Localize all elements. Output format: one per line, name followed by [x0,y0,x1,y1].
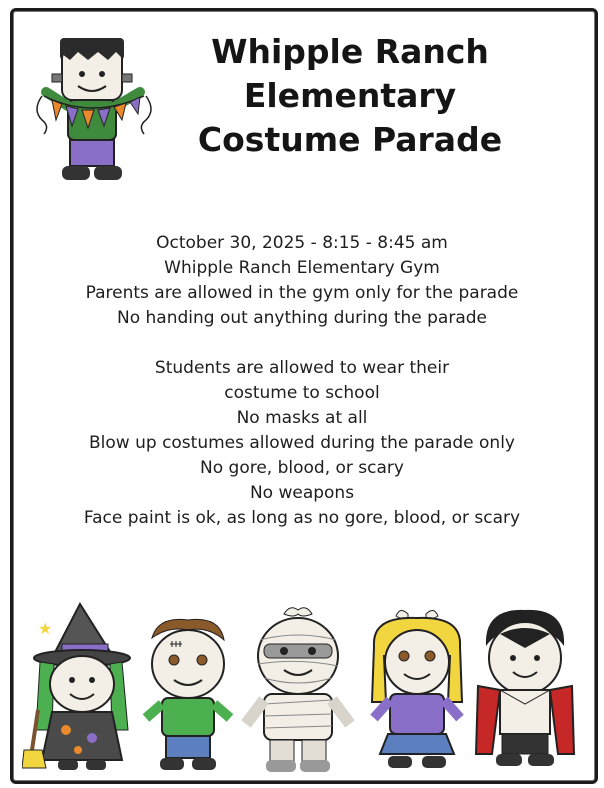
zombie-boy-icon [138,614,238,772]
rule-line: No weapons [249,483,355,503]
rule-line: No gore, blood, or scary [200,458,404,478]
event-date: October 30, 2025 - 8:15 - 8:45 am [156,233,448,253]
event-parents-note: Parents are allowed in the gym only for the parade [85,283,519,303]
rule-line: Face paint is ok, as long as no gore, blood, or scary [83,508,521,528]
title-line-2: Elementary [243,76,457,115]
frankenstein-icon [32,30,160,188]
rule-line: Students are allowed to wear their [154,358,450,378]
svg-text:★: ★ [38,619,53,638]
rule-line: Blow up costumes allowed during the parade only [89,433,515,453]
page-title [150,30,550,162]
witch-icon [22,600,142,772]
vampire-icon [470,604,580,772]
rule-line: costume to school [224,383,380,403]
zombie-girl-icon [362,606,472,772]
mummy-icon [238,604,358,774]
title-line-3: Costume Parade [197,120,503,159]
event-details [20,231,584,531]
title-line-1: Whipple Ranch [211,32,489,71]
event-handouts-note: No handing out anything during the parade [116,308,487,328]
rule-line: No masks at all [236,408,368,428]
event-location: Whipple Ranch Elementary Gym [164,258,440,278]
